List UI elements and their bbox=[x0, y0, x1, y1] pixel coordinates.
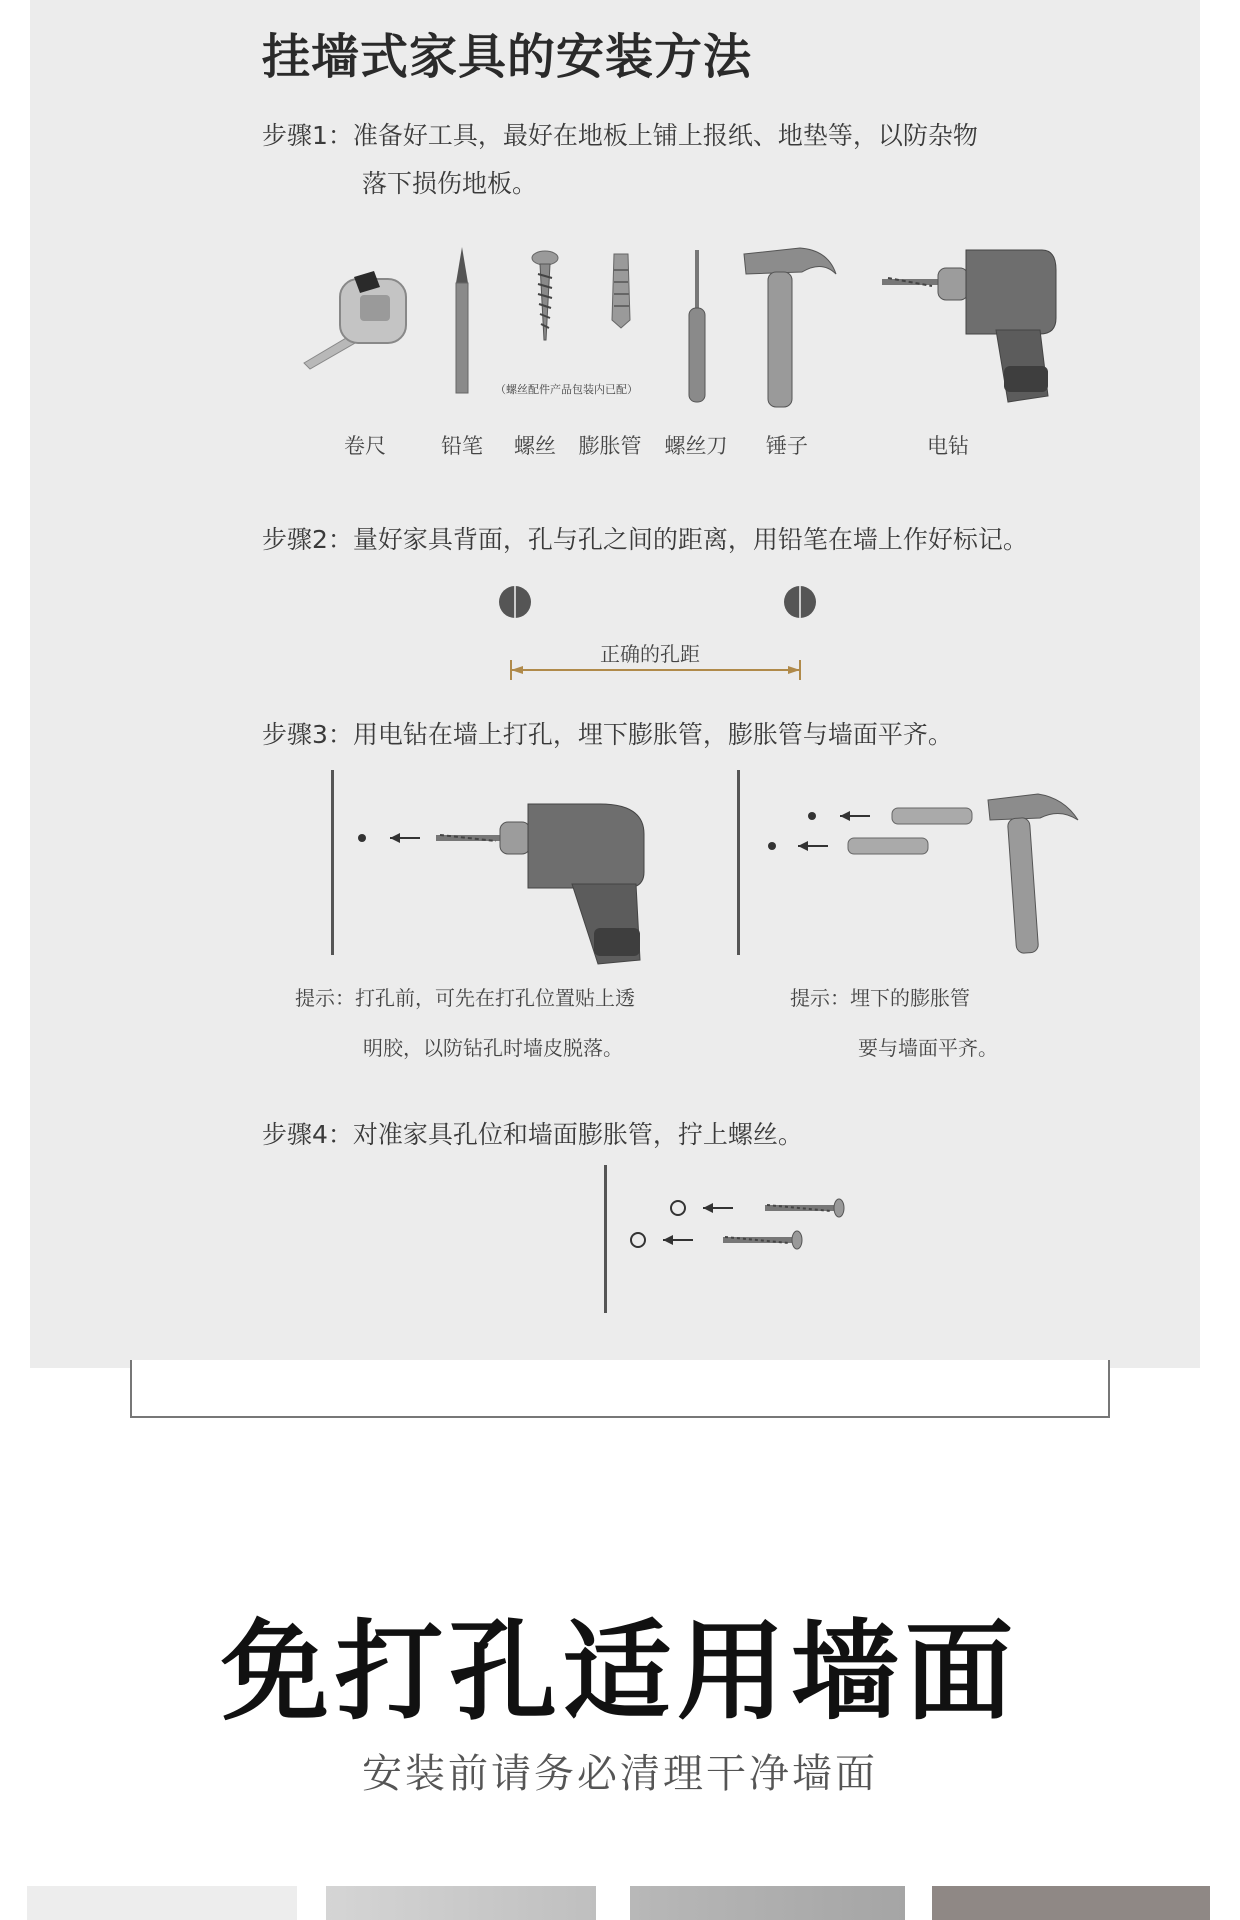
tool-label-hammer: 锤子 bbox=[766, 434, 808, 458]
tip-right-line1: 提示：埋下的膨胀管 bbox=[790, 986, 970, 1010]
step1-text: 步骤1：准备好工具，最好在地板上铺上报纸、地垫等，以防杂物 bbox=[262, 121, 978, 150]
hole-distance-label: 正确的孔距 bbox=[600, 642, 700, 666]
step3-text: 步骤3：用电钻在墙上打孔，埋下膨胀管，膨胀管与墙面平齐。 bbox=[262, 720, 953, 749]
step2-text: 步骤2：量好家具背面，孔与孔之间的距离，用铅笔在墙上作好标记。 bbox=[262, 525, 1028, 554]
accessory-note: （螺丝配件产品包装内已配） bbox=[495, 383, 638, 396]
screw-insert-diagram bbox=[625, 1195, 855, 1265]
tip-left-line2: 明胶，以防钻孔时墙皮脱落。 bbox=[363, 1036, 623, 1060]
frame-border bbox=[130, 1360, 1110, 1418]
wall-line bbox=[331, 770, 334, 955]
tool-label-screwdriver: 螺丝刀 bbox=[664, 434, 728, 458]
tip-right-line2: 要与墙面平齐。 bbox=[858, 1036, 998, 1060]
tool-label-screw: 螺丝 bbox=[514, 434, 556, 458]
pencil-icon bbox=[450, 245, 474, 395]
tip-left-line1: 提示：打孔前，可先在打孔位置贴上透 bbox=[295, 986, 635, 1010]
wall-sample-tile bbox=[630, 1886, 905, 1920]
page-title: 挂墙式家具的安装方法 bbox=[262, 29, 753, 85]
wall-sample-tile bbox=[27, 1886, 297, 1920]
wall-line bbox=[737, 770, 740, 955]
tool-label-pencil: 铅笔 bbox=[441, 434, 483, 458]
tool-label-anchor: 膨胀管 bbox=[578, 434, 642, 458]
step1-text-cont: 落下损伤地板。 bbox=[362, 169, 538, 198]
drill-hole-diagram bbox=[350, 800, 660, 970]
section-subtitle: 安装前请务必清理干净墙面 bbox=[362, 1751, 878, 1797]
wall-anchor-icon bbox=[608, 250, 634, 330]
wall-sample-tile bbox=[326, 1886, 596, 1920]
anchor-insert-diagram bbox=[760, 790, 1080, 960]
hole-distance-diagram bbox=[495, 582, 815, 692]
tool-label-tape: 卷尺 bbox=[344, 434, 386, 458]
screwdriver-icon bbox=[684, 250, 710, 405]
section-title: 免打孔适用墙面 bbox=[220, 1610, 1019, 1735]
wall-sample-tile bbox=[932, 1886, 1210, 1920]
drill-icon bbox=[880, 238, 1060, 408]
tool-label-drill: 电钻 bbox=[927, 434, 969, 458]
screw-icon bbox=[530, 250, 560, 345]
step4-text: 步骤4：对准家具孔位和墙面膨胀管，拧上螺丝。 bbox=[262, 1120, 803, 1149]
hammer-icon bbox=[740, 242, 840, 412]
wall-line bbox=[604, 1165, 607, 1313]
tape-measure-icon bbox=[300, 265, 412, 370]
